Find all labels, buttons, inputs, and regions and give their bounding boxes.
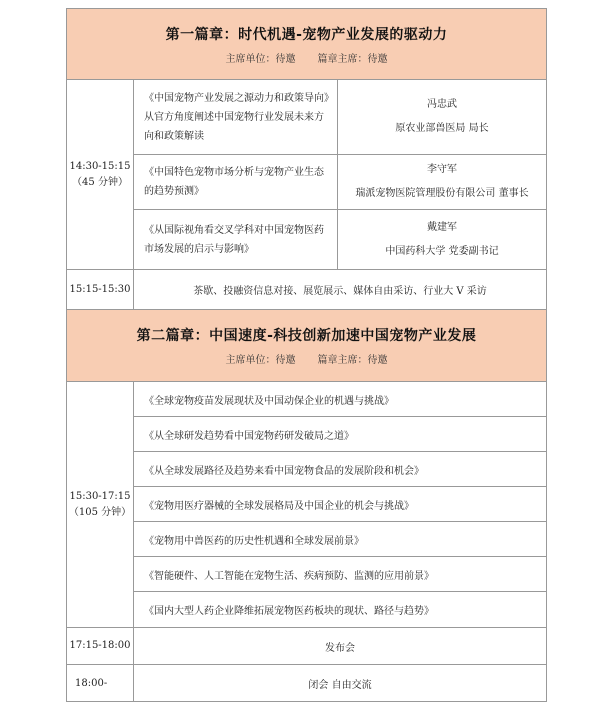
talk-speaker	[338, 155, 547, 210]
part1-title: 第一篇章：时代机遇-宠物产业发展的驱动力	[165, 26, 448, 43]
break-text: 茶歇、投融资信息对接、展览展示、媒体自由采访、行业大 V 采访	[134, 270, 547, 310]
launch-time: 17:15-18:00	[67, 628, 134, 665]
part2-topic: 《全球宠物疫苗发展现状及中国动保企业的机遇与挑战》	[134, 382, 547, 417]
talk-speaker	[338, 80, 547, 155]
speaker-org: 中国药科大学 党委副书记	[385, 245, 499, 257]
talk-topic: 《中国宠物产业发展之源动力和政策导向》从官方角度阐述中国宠物行业发展未来方向和政策解读	[134, 80, 338, 155]
talk-topic: 《中国特色宠物市场分析与宠物产业生态的趋势预测》	[134, 155, 338, 210]
part2-topic: 《智能硬件、人工智能在宠物生活、疾病预防、监测的应用前景》	[134, 557, 547, 592]
part2-topic: 《国内大型人药企业降维拓展宠物医药板块的现状、路径与趋势》	[134, 592, 547, 628]
closing-text: 闭会 自由交流	[134, 665, 547, 702]
part2-chair-value: 待邀	[367, 355, 388, 366]
part2-host-value: 待邀	[275, 355, 296, 366]
part1-chair-value: 待邀	[367, 53, 388, 65]
talk-speaker	[338, 210, 547, 270]
part2-time-cell	[67, 382, 134, 628]
launch-text: 发布会	[134, 628, 547, 665]
part1-subline	[67, 50, 546, 65]
speaker-org: 原农业部兽医局 局长	[395, 123, 489, 134]
part2-topic: 《从全球发展路径及趋势来看中国宠物食品的发展阶段和机会》	[134, 452, 547, 487]
speaker-org: 瑞派宠物医院管理股份有限公司 董事长	[355, 188, 529, 199]
part2-duration: （105 分钟）	[68, 506, 132, 518]
speaker-name: 冯忠武	[427, 99, 457, 110]
part2-topic: 《从全球研发趋势看中国宠物药研发破局之道》	[134, 417, 547, 452]
talk-topic: 《从国际视角看交叉学科对中国宠物医药市场发展的启示与影响》	[134, 210, 338, 270]
part2-time: 15:30-17:15	[69, 490, 131, 502]
part1-duration: （45 分钟）	[72, 176, 128, 188]
closing-time: 18:00-	[67, 665, 134, 702]
part1-chair-label: 篇章主席：	[317, 53, 368, 65]
part2-topic: 《宠物用医疗器械的全球发展格局及中国企业的机会与挑战》	[134, 487, 547, 522]
part2-topic: 《宠物用中兽医药的历史性机遇和全球发展前景》	[134, 522, 547, 557]
part2-header	[67, 310, 547, 382]
part2-title: 第二篇章：中国速度-科技创新加速中国宠物产业发展	[136, 328, 477, 344]
part1-header	[67, 9, 547, 80]
agenda-table	[66, 8, 547, 702]
part1-host-label: 主席单位：	[225, 53, 276, 65]
speaker-name: 李守军	[427, 164, 457, 175]
part1-host-value: 待邀	[275, 53, 296, 65]
part2-subline	[67, 351, 546, 366]
part2-host-label: 主席单位：	[225, 355, 276, 366]
speaker-name: 戴建军	[427, 221, 457, 233]
break-time: 15:15-15:30	[67, 270, 134, 310]
part2-chair-label: 篇章主席：	[317, 355, 368, 366]
part1-time-cell	[67, 80, 134, 270]
part1-time: 14:30-15:15	[69, 160, 131, 172]
agenda	[66, 8, 546, 702]
